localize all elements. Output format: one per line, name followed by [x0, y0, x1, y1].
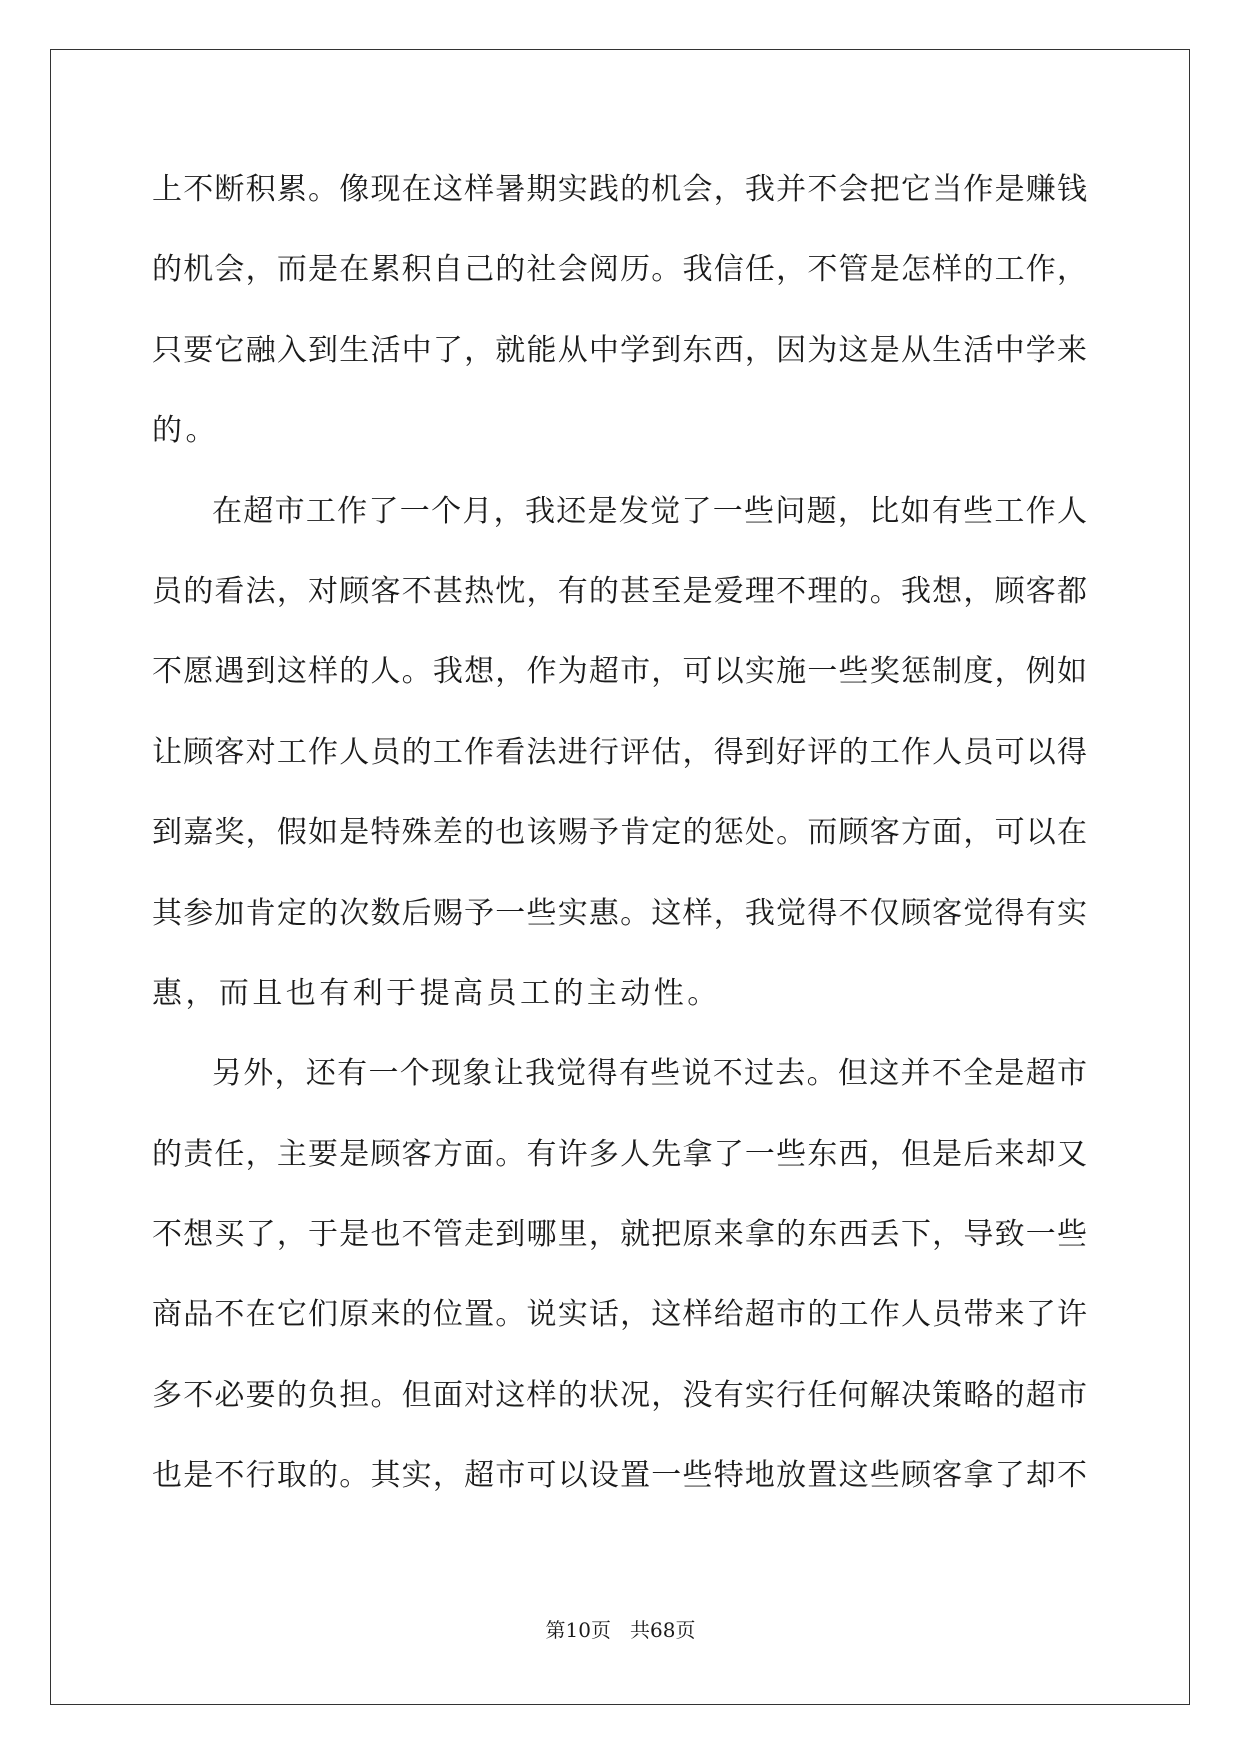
- text-line: 多不必要的负担。但面对这样的状况，没有实行任何解决策略的超市: [152, 1377, 1087, 1413]
- text-line: 的责任，主要是顾客方面。有许多人先拿了一些东西，但是后来却又: [152, 1136, 1087, 1172]
- text-line: 只要它融入到生活中了，就能从中学到东西，因为这是从生活中学来: [152, 332, 1087, 368]
- text-line: 在超市工作了一个月，我还是发觉了一些问题，比如有些工作人: [212, 493, 1087, 529]
- text-line: 让顾客对工作人员的工作看法进行评估，得到好评的工作人员可以得: [152, 734, 1087, 770]
- document-body: [152, 150, 1087, 1517]
- text-line: 其参加肯定的次数后赐予一些实惠。这样，我觉得不仅顾客觉得有实: [152, 895, 1087, 931]
- text-line: 的。: [152, 413, 219, 449]
- text-line: 上不断积累。像现在这样暑期实践的机会，我并不会把它当作是赚钱: [152, 172, 1087, 207]
- text-line: 另外，还有一个现象让我觉得有些说不过去。但这并不全是超市: [212, 1056, 1087, 1092]
- text-line: 的机会，而是在累积自己的社会阅历。我信任，不管是怎样的工作，: [152, 252, 1087, 288]
- text-line: 员的看法，对顾客不甚热忱，有的甚至是爱理不理的。我想，顾客都: [152, 573, 1087, 609]
- text-line: 商品不在它们原来的位置。说实话，这样给超市的工作人员带来了许: [152, 1297, 1087, 1333]
- text-line: 不愿遇到这样的人。我想，作为超市，可以实施一些奖惩制度，例如: [152, 654, 1087, 690]
- text-line: 不想买了，于是也不管走到哪里，就把原来拿的东西丢下，导致一些: [152, 1217, 1087, 1253]
- page-number-footer: 第10页 共68页: [545, 1618, 696, 1642]
- text-line: 到嘉奖，假如是特殊差的也该赐予肯定的惩处。而顾客方面，可以在: [152, 815, 1087, 851]
- text-line: 惠，而且也有利于提高员工的主动性。: [152, 975, 721, 1011]
- text-line: 也是不行取的。其实，超市可以设置一些特地放置这些顾客拿了却不: [152, 1458, 1087, 1494]
